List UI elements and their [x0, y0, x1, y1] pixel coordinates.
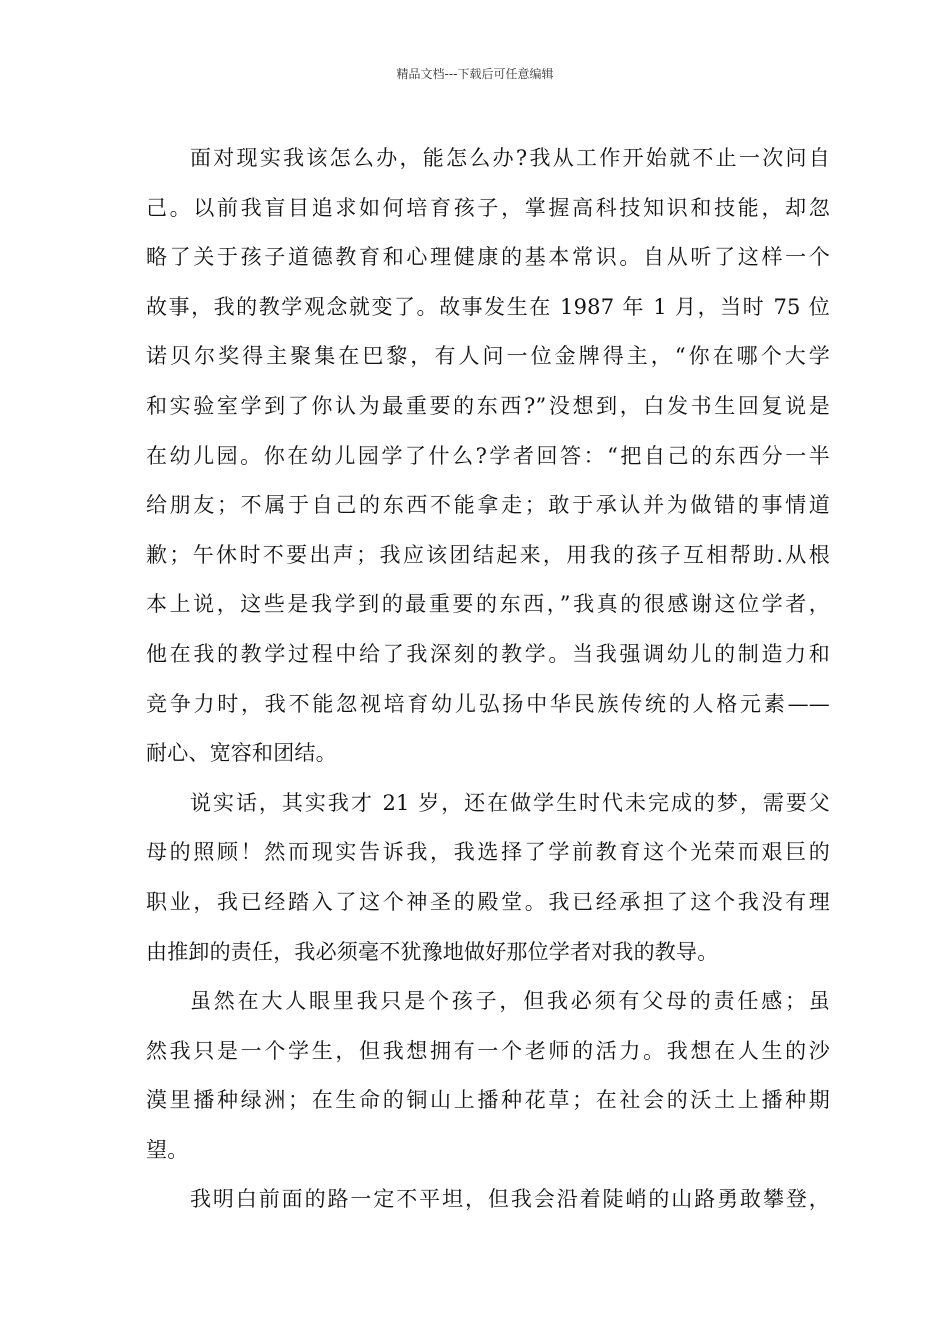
body-text [146, 134, 830, 1225]
text-line: 漠里播种绿洲；在生命的铜山上播种花草；在社会的沃土上播种期 [146, 1088, 830, 1113]
text-line: 故事，我的教学观念就变了。故事发生在 1987 年 1 月，当时 75 位 [146, 294, 830, 319]
text-line: 己。以前我盲目追求如何培育孩子，掌握高科技知识和技能，却忽 [146, 195, 830, 220]
text-line: 说实话，其实我才 21 岁，还在做学生时代未完成的梦，需要父 [190, 790, 830, 815]
text-line: 略了关于孩子道德教育和心理健康的基本常识。自从听了这样一个 [146, 245, 830, 270]
text-line: 面对现实我该怎么办，能怎么办?我从工作开始就不止一次问自 [190, 146, 830, 170]
text-line: 耐心、宽容和团结。 [146, 741, 337, 766]
text-line: 给朋友；不属于自己的东西不能拿走；敢于承认并为做错的事情道 [146, 493, 830, 518]
text-line: 职业，我已经踏入了这个神圣的殿堂。我已经承担了这个我没有理 [146, 889, 830, 914]
text-line: 由推卸的责任，我必须毫不犹豫地做好那位学者对我的教导。 [146, 939, 719, 964]
text-line: 在幼儿园。你在幼儿园学了什么?学者回答：“把自己的东西分一半 [146, 443, 830, 468]
page-header-watermark: 精品文档---下载后可任意编辑 [396, 67, 554, 81]
text-line: 诺贝尔奖得主聚集在巴黎，有人问一位金牌得主，“你在哪个大学 [146, 344, 830, 369]
text-line: 望。 [146, 1137, 189, 1162]
text-line: 歉；午休时不要出声；我应该团结起来，用我的孩子互相帮助.从根 [146, 542, 830, 567]
text-line: 虽然在大人眼里我只是个孩子，但我必须有父母的责任感；虽 [190, 989, 830, 1014]
text-line: 本上说，这些是我学到的最重要的东西，”我真的很感谢这位学者， [146, 592, 830, 617]
text-line: 母的照顾！然而现实告诉我，我选择了学前教育这个光荣而艰巨的 [146, 840, 830, 865]
text-line: 竞争力时，我不能忽视培育幼儿弘扬中华民族传统的人格元素—— [146, 691, 830, 716]
text-line: 我明白前面的路一定不平坦，但我会沿着陡峭的山路勇敢攀登， [190, 1187, 830, 1212]
text-line: 然我只是一个学生，但我想拥有一个老师的活力。我想在人生的沙 [146, 1038, 830, 1063]
text-line: 和实验室学到了你认为最重要的东西?”没想到，白发书生回复说是 [146, 393, 830, 418]
text-line: 他在我的教学过程中给了我深刻的教学。当我强调幼儿的制造力和 [146, 641, 830, 666]
